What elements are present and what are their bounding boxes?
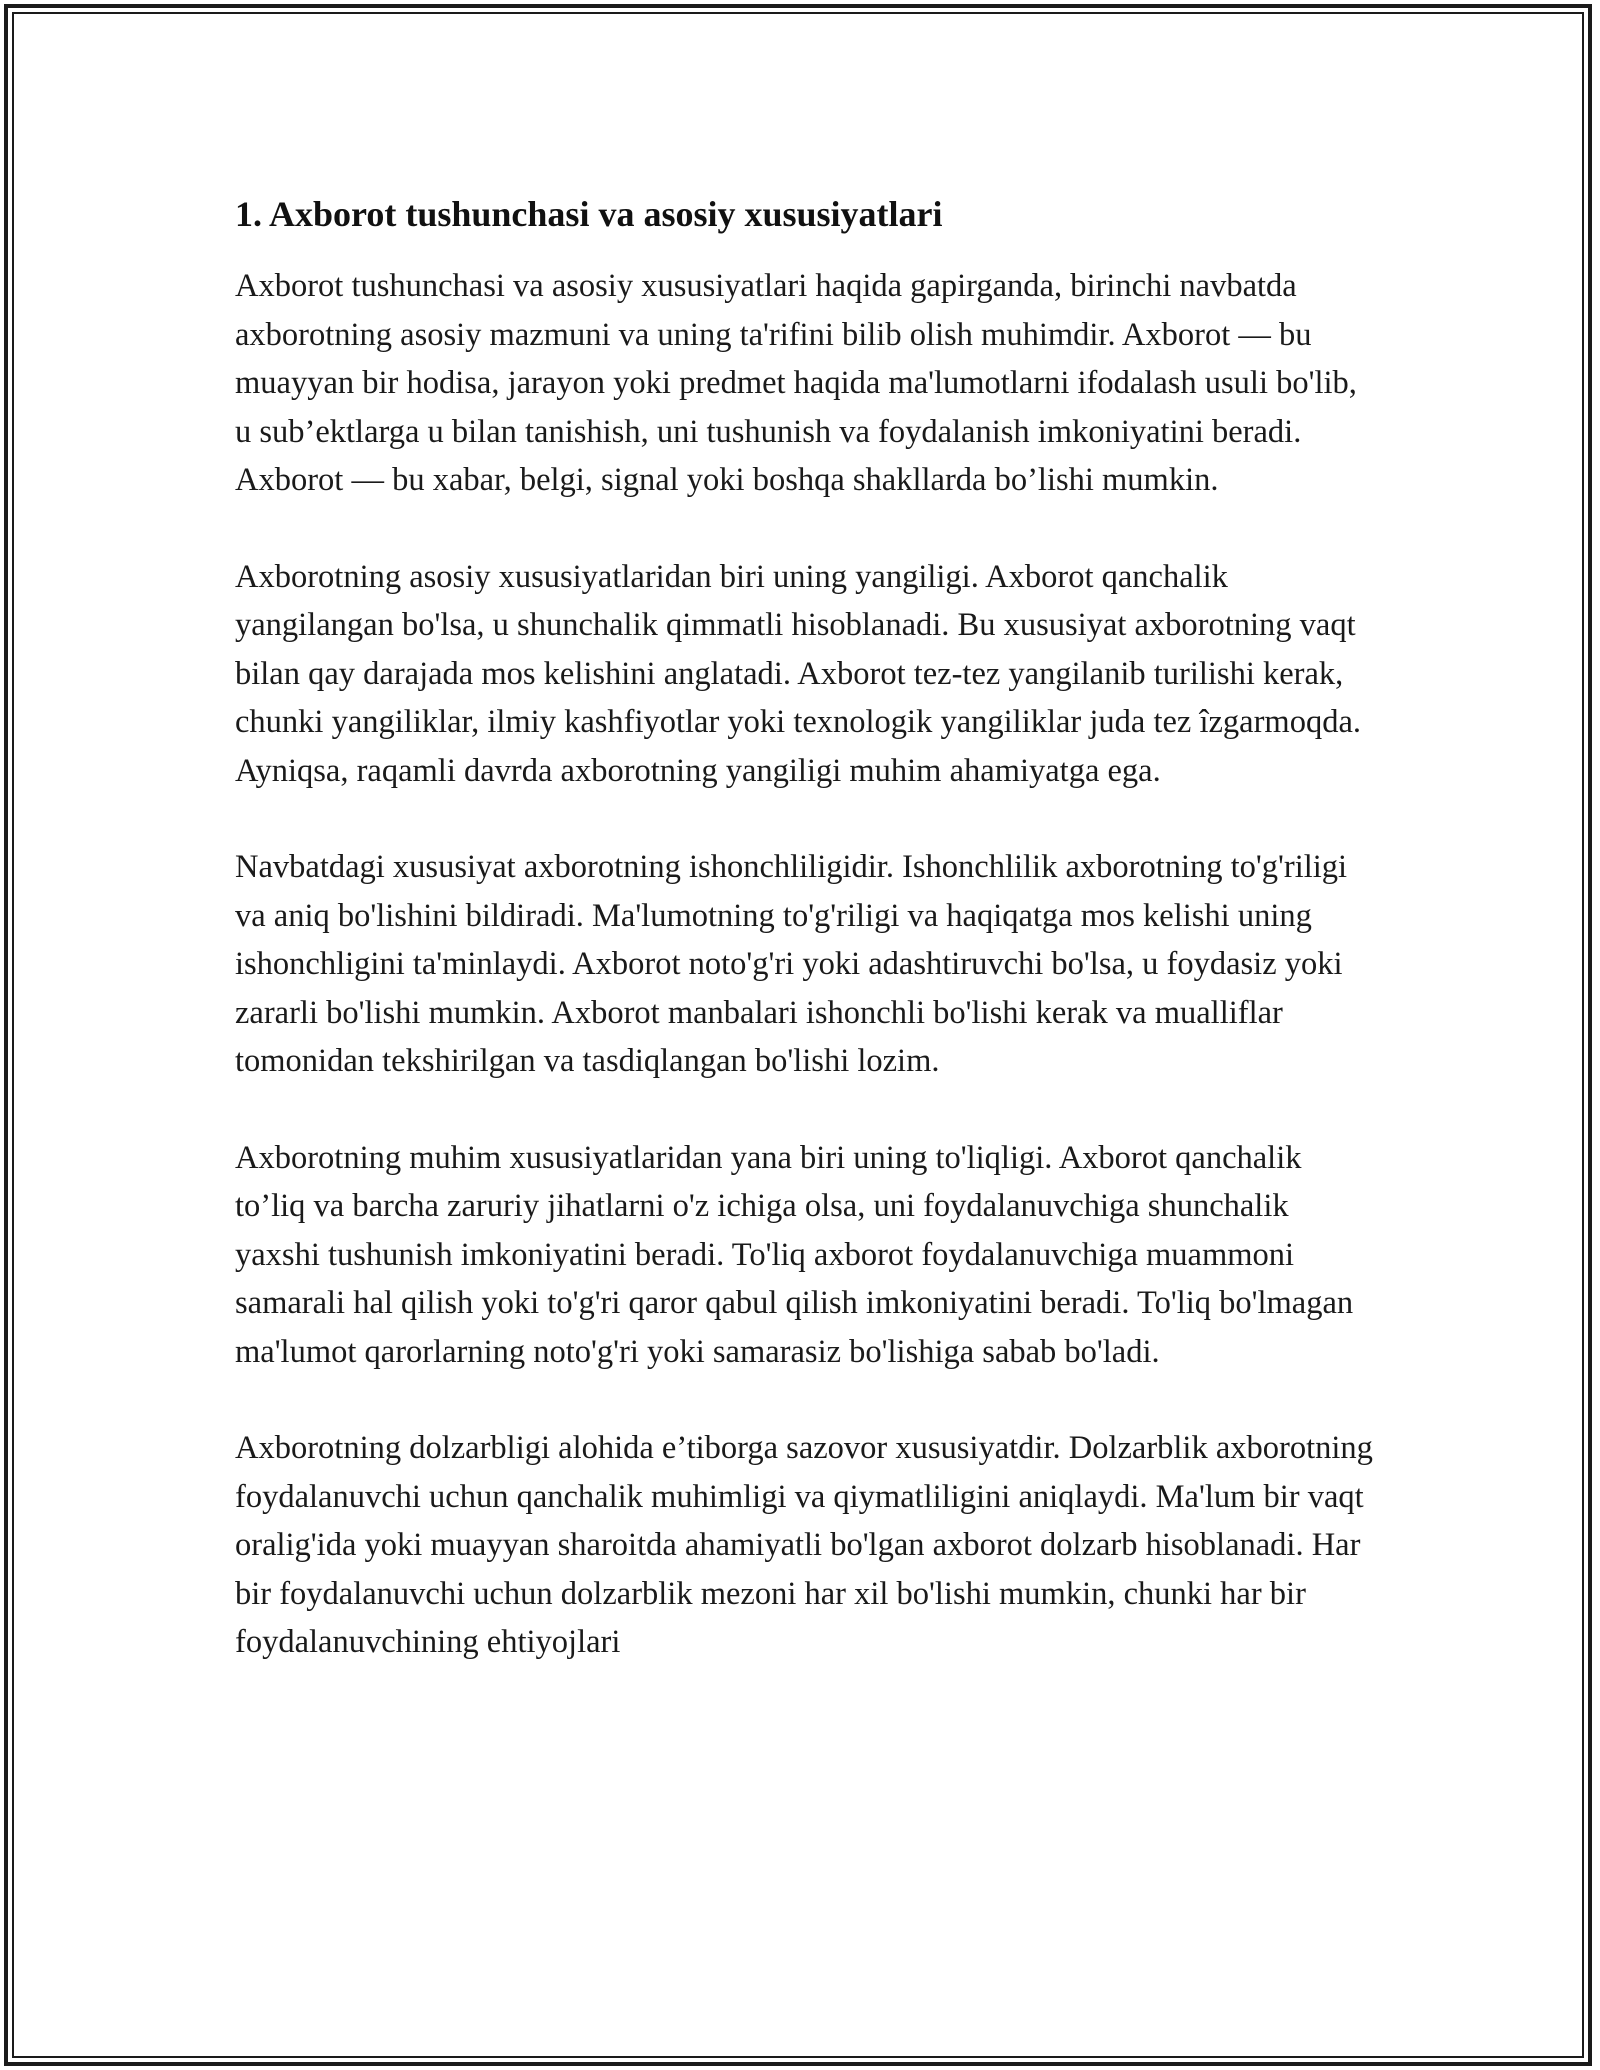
paragraph-completeness: Axborotning muhim xususiyatlaridan yana biri uning to'liqligi. Axborot qanchalik to’liq va barcha zaruriy jihatlarni o'z ichiga olsa, uni foydalanuvchiga shunchalik yaxshi tushunish imkoniyatini beradi. To'liq axborot foydalanuvchiga muammoni samarali hal qilish yoki to'g'ri qaror qabul qilish imkoniyatini beradi. To'liq bo'lmagan ma'lumot qarorlarning noto'g'ri yoki samarasiz bo'lishiga sabab bo'ladi.: [235, 1139, 1354, 1370]
section-heading: 1. Axborot tushunchasi va asosiy xususiyatlari: [235, 194, 943, 234]
paragraph-relevance: Axborotning dolzarbligi alohida e’tiborga sazovor xususiyatdir. Dolzarblik axborotning foydalanuvchi uchun qanchalik muhimligi va qiymatliligini aniqlaydi. Ma'lum bir vaqt oralig'ida yoki muayyan sharoitda ahamiyatli bo'lgan axborot dolzarb hisoblanadi. Har bir foydalanuvchi uchun dolzarblik mezoni har xil bo'lishi mumkin, chunki har bir foydalanuvchining ehtiyojlari: [235, 1430, 1373, 1660]
paragraph-reliability: Navbatdagi xususiyat axborotning ishonchliligidir. Ishonchlilik axborotning to'g'riligi va aniq bo'lishini bildiradi. Ma'lumotning to'g'riligi va haqiqatga mos kelishi uning ishonchligini ta'minlaydi. Axborot noto'g'ri yoki adashtiruvchi bo'lsa, u foydasiz yoki zararli bo'lishi mumkin. Axborot manbalari ishonchli bo'lishi kerak va mualliflar tomonidan tekshirilgan va tasdiqlangan bo'lishi lozim.: [235, 849, 1348, 1079]
document-body: [235, 190, 1375, 1715]
paragraph-intro: Axborot tushunchasi va asosiy xususiyatlari haqida gapirganda, birinchi navbatda axborotning asosiy mazmuni va uning ta'rifini bilib olish muhimdir. Axborot — bu muayyan bir hodisa, jarayon yoki predmet haqida ma'lumotlarni ifodalash usuli bo'lib, u sub’ektlarga u bilan tanishish, uni tushunish va foydalanish imkoniyatini beradi. Axborot — bu xabar, belgi, signal yoki boshqa shakllarda bo’lishi mumkin.: [235, 268, 1357, 498]
paragraph-novelty: Axborotning asosiy xususiyatlaridan biri uning yangiligi. Axborot qanchalik yangilangan bo'lsa, u shunchalik qimmatli hisoblanadi. Bu xususiyat axborotning vaqt bilan qay darajada mos kelishini anglatadi. Axborot tez-tez yangilanib turilishi kerak, chunki yangiliklar, ilmiy kashfiyotlar yoki texnologik yangiliklar juda tez îzgarmoqda. Ayniqsa, raqamli davrda axborotning yangiligi muhim ahamiyatga ega.: [235, 558, 1361, 789]
